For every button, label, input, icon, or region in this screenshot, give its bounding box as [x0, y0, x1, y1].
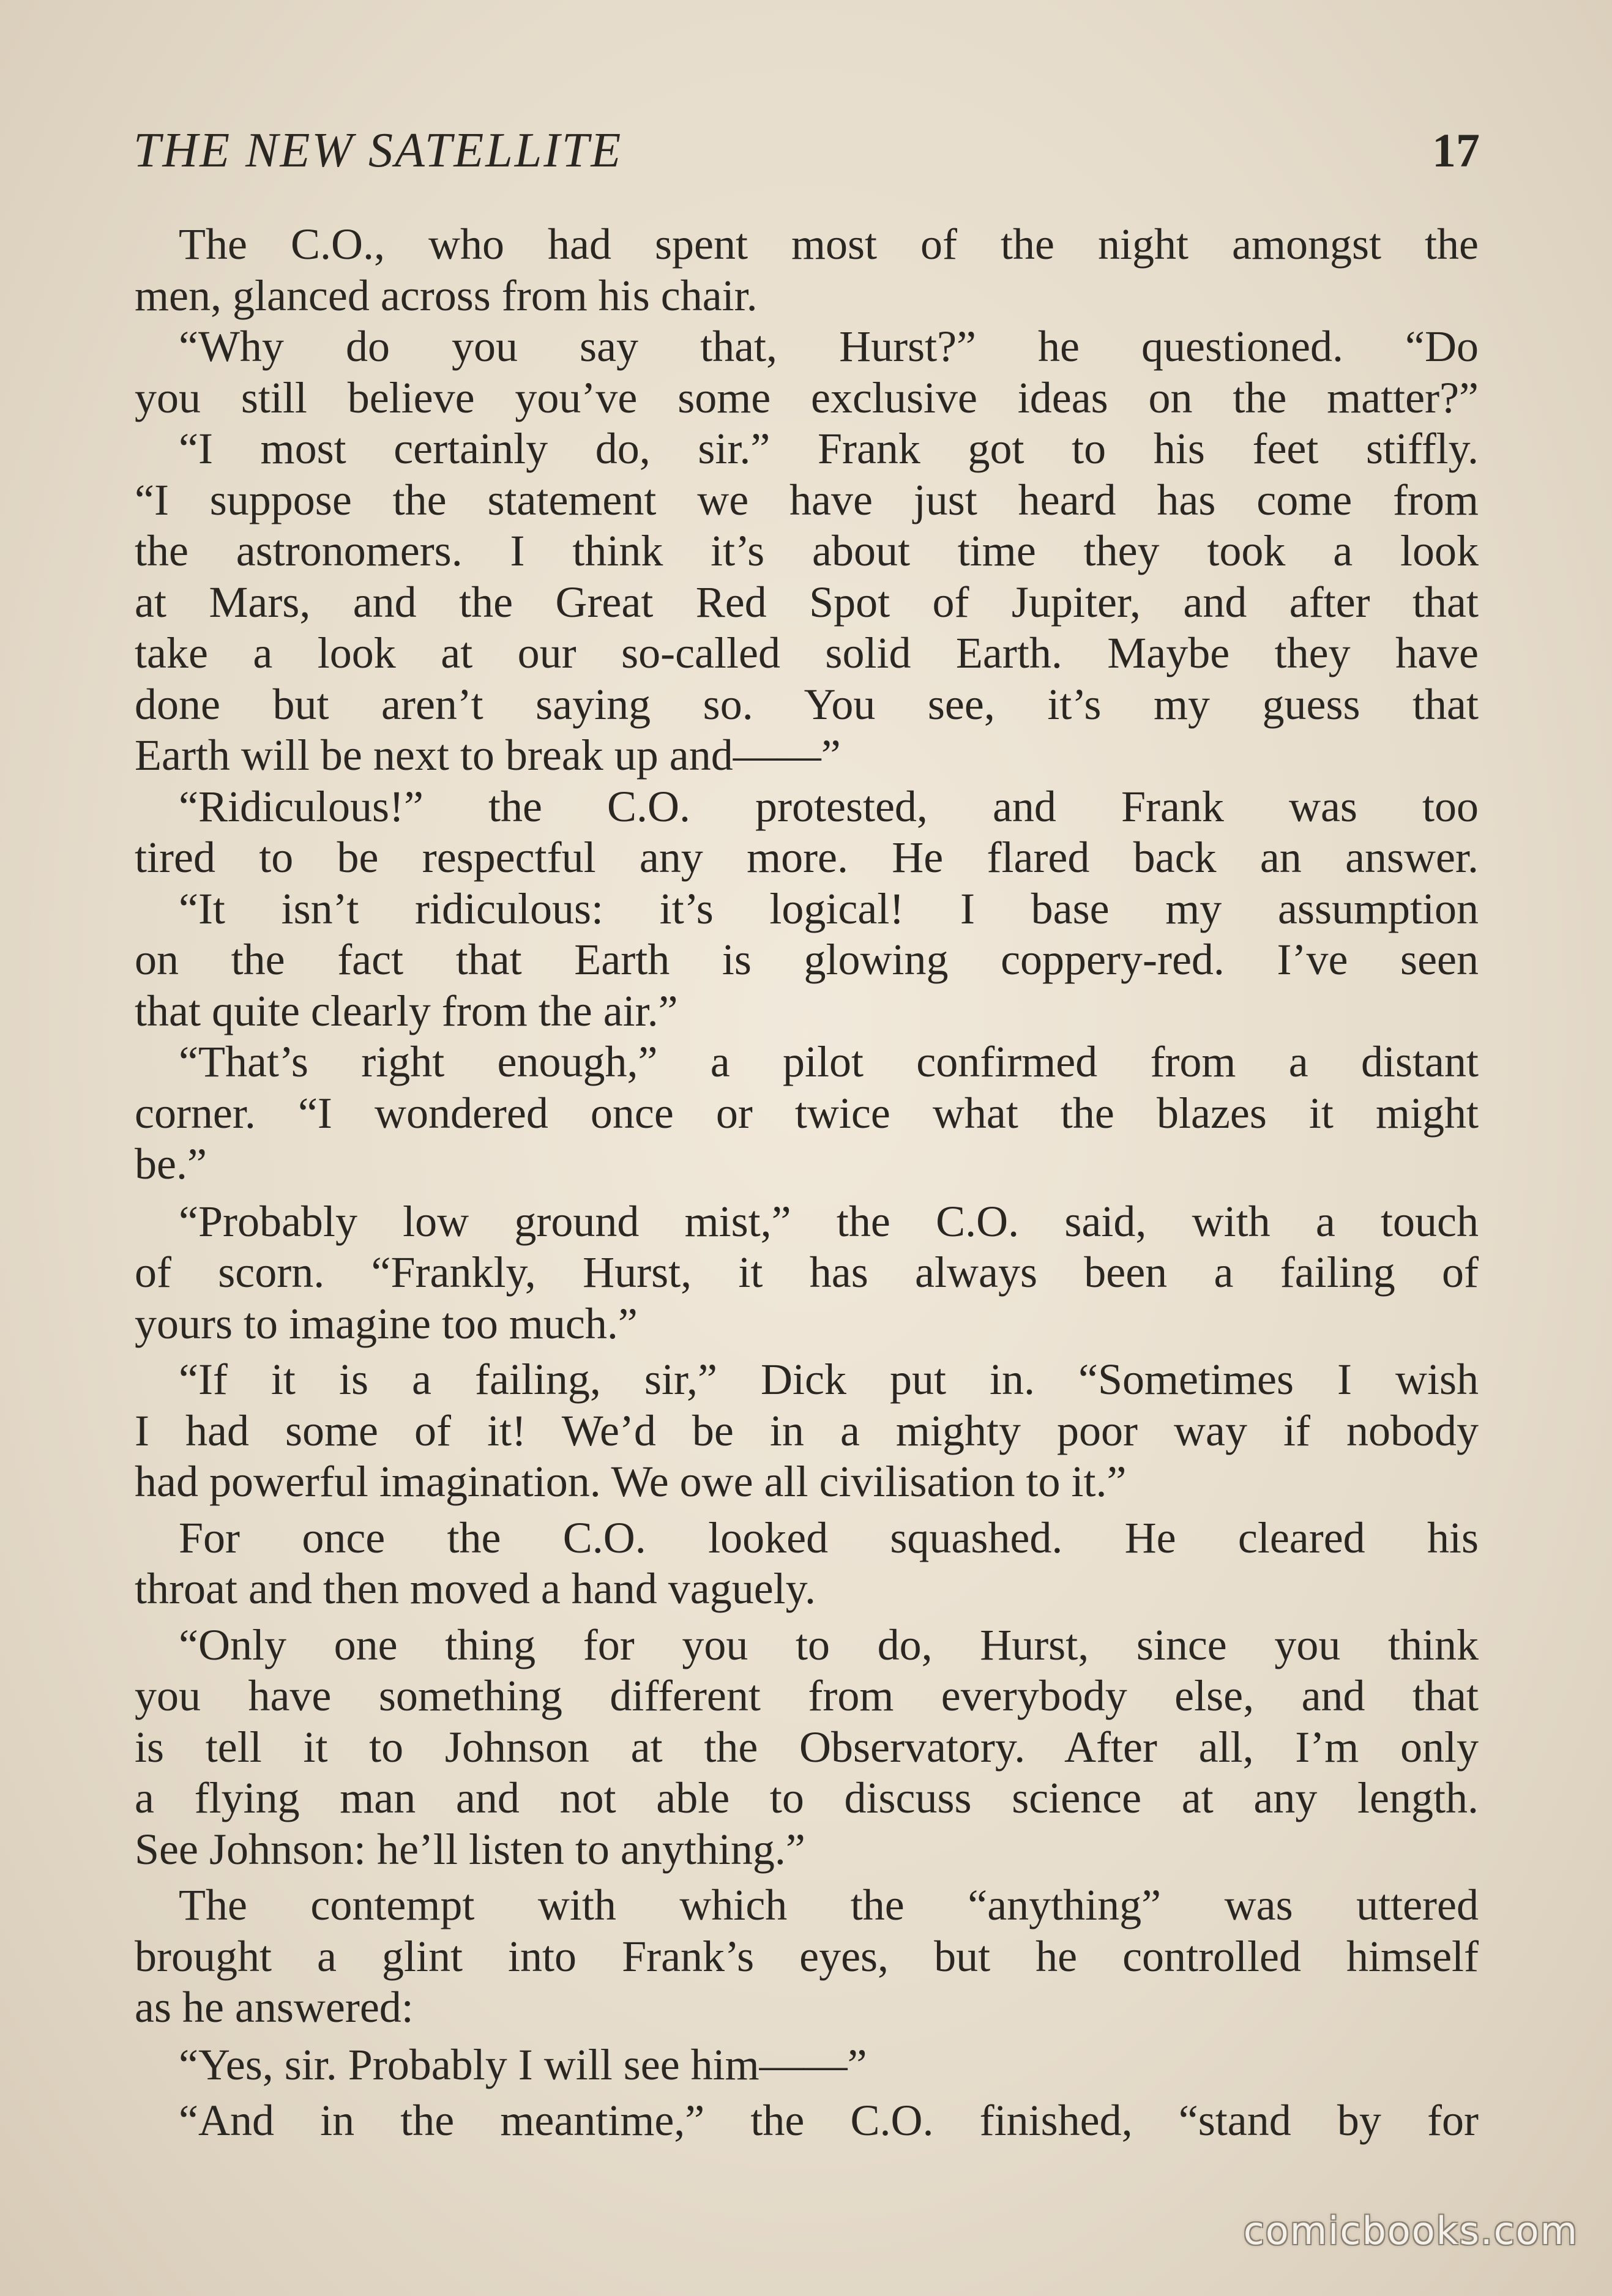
text-line: you still believe you’ve some exclusive ideas on the matter?” — [135, 373, 1479, 422]
watermark: comicbooks.com — [1243, 2208, 1578, 2253]
body-text — [135, 219, 1479, 2147]
text-line: See Johnson: he’ll listen to anything.” — [135, 1824, 805, 1874]
text-line: you have something different from everybody else, and that — [135, 1671, 1479, 1720]
text-line: “Why do you say that, Hurst?” he questioned. “Do — [179, 322, 1479, 371]
text-line: “I most certainly do, sir.” Frank got to his feet stiffly. — [179, 424, 1479, 473]
text-line: brought a glint into Frank’s eyes, but he controlled himself — [135, 1931, 1479, 1981]
text-line: that quite clearly from the air.” — [135, 986, 678, 1035]
text-line: “Ridiculous!” the C.O. protested, and Frank was too — [179, 781, 1479, 831]
text-line: “And in the meantime,” the C.O. finished, “stand by for — [179, 2096, 1479, 2145]
text-line: is tell it to Johnson at the Observatory. After all, I’m only — [135, 1722, 1479, 1772]
text-line: “Probably low ground mist,” the C.O. said, with a touch — [179, 1196, 1479, 1246]
text-line: throat and then moved a hand vaguely. — [135, 1564, 816, 1613]
text-line: The C.O., who had spent most of the night amongst the — [179, 220, 1479, 269]
text-line: at Mars, and the Great Red Spot of Jupiter, and after that — [135, 577, 1479, 627]
text-line: yours to imagine too much.” — [135, 1299, 638, 1348]
text-line: tired to be respectful any more. He flared back an answer. — [135, 833, 1479, 882]
text-line: a flying man and not able to discuss science at any length. — [135, 1773, 1479, 1822]
text-line: on the fact that Earth is glowing coppery-red. I’ve seen — [135, 935, 1479, 984]
text-line: take a look at our so-called solid Earth. Maybe they have — [135, 628, 1479, 677]
text-line: “Yes, sir. Probably I will see him——” — [179, 2040, 867, 2089]
text-line: The contempt with which the “anything” was uttered — [179, 1880, 1479, 1929]
text-line: “That’s right enough,” a pilot confirmed from a distant — [179, 1037, 1479, 1086]
text-line: “Only one thing for you to do, Hurst, since you think — [179, 1620, 1479, 1669]
text-line: had powerful imagination. We owe all civilisation to it.” — [135, 1457, 1127, 1506]
text-line: Earth will be next to break up and——” — [135, 731, 841, 780]
text-line: done but aren’t saying so. You see, it’s my guess that — [135, 679, 1479, 729]
text-line: “I suppose the statement we have just heard has come from — [135, 475, 1479, 524]
page-number: 17 — [1432, 124, 1480, 177]
text-line: as he answered: — [135, 1983, 414, 2032]
text-line: the astronomers. I think it’s about time they took a look — [135, 526, 1479, 575]
text-line: be.” — [135, 1139, 207, 1188]
running-title: THE NEW SATELLITE — [133, 124, 623, 177]
running-head — [133, 120, 1480, 181]
text-line: I had some of it! We’d be in a mighty poor way if nobody — [135, 1406, 1479, 1455]
text-line: men, glanced across from his chair. — [135, 270, 758, 320]
text-line: “If it is a failing, sir,” Dick put in. “Sometimes I wish — [179, 1355, 1479, 1404]
text-line: of scorn. “Frankly, Hurst, it has always been a failing of — [135, 1248, 1479, 1297]
text-line: For once the C.O. looked squashed. He cleared his — [179, 1513, 1479, 1562]
text-line: corner. “I wondered once or twice what the blazes it might — [135, 1088, 1479, 1138]
text-line: “It isn’t ridiculous: it’s logical! I base my assumption — [179, 884, 1479, 933]
